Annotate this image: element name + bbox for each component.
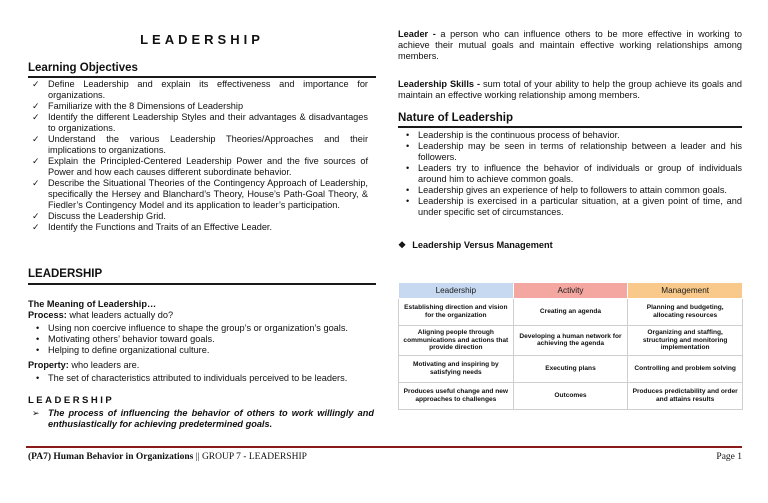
footer-group: || GROUP 7 - LEADERSHIP	[193, 452, 307, 462]
nature-item-text: Leadership is the continuous process of behavior.	[418, 130, 620, 140]
objective-item	[28, 156, 368, 178]
process-item	[28, 323, 368, 334]
bullet-icon: •	[36, 334, 40, 344]
bullet-icon: •	[406, 196, 410, 206]
objective-item-text: Understand the various Leadership Theories/Approaches and their implications to organizations.	[48, 134, 368, 155]
property-line	[28, 360, 368, 371]
checkmark-icon: ✓	[32, 79, 40, 89]
objective-item	[28, 101, 368, 112]
objective-item-text: Describe the Situational Theories of the Contingency Approach of Leadership, specifically the Hersey and Blanchard’s Theory, House’s Path-Goal Theory, & Fiedler’s Contingency Model and its application to leader’s participation.	[48, 178, 368, 210]
page-footer	[28, 452, 742, 462]
cell-management: Produces predictability and order and attains results	[628, 382, 743, 409]
process-label: Process:	[28, 310, 67, 320]
nature-item-text: Leadership gives an experience of help to followers to attain common goals.	[418, 185, 727, 195]
cell-leadership: Establishing direction and vision for the organization	[399, 299, 514, 326]
skills-label: Leadership Skills -	[398, 79, 481, 89]
objective-item	[28, 178, 368, 211]
leader-definition	[398, 29, 742, 62]
cell-management: Controlling and problem solving	[628, 355, 743, 382]
versus-heading: Leadership Versus Management	[412, 240, 553, 250]
nature-rule	[398, 126, 742, 128]
property-list	[28, 373, 368, 384]
header-management: Management	[628, 283, 743, 299]
objective-item-text: Familiarize with the 8 Dimensions of Leadership	[48, 101, 244, 111]
property-item-text: The set of characteristics attributed to individuals perceived to be leaders.	[48, 373, 348, 383]
bullet-icon: •	[406, 130, 410, 140]
property-text: who leaders are.	[68, 360, 140, 370]
cell-management: Organizing and staffing, structuring and monitoring implementation	[628, 326, 743, 356]
process-list	[28, 323, 368, 356]
leadership-def-text: The process of influencing the behavior of others to work willingly and enthusiastically for achieving predetermined goals.	[48, 408, 374, 429]
table-row	[399, 355, 743, 382]
skills-text: sum total of your ability to help the group achieve its goals and maintain an effective working relationship among members.	[398, 79, 742, 100]
bullet-icon: •	[406, 141, 410, 151]
checkmark-icon: ✓	[32, 178, 40, 188]
versus-line	[398, 240, 553, 251]
header-activity: Activity	[513, 283, 628, 299]
cell-activity: Executing plans	[513, 355, 628, 382]
objective-item	[28, 134, 368, 156]
objective-item-text: Explain the Principled-Centered Leadership Power and the five sources of Power and how each causes different subordinate behavior.	[48, 156, 368, 177]
leadership-def-item	[28, 408, 374, 430]
header-leadership: Leadership	[399, 283, 514, 299]
nature-item	[398, 141, 742, 163]
table-row	[399, 382, 743, 409]
objective-item	[28, 211, 368, 222]
process-item-text: Motivating others’ behavior toward goals.	[48, 334, 215, 344]
process-item	[28, 345, 368, 356]
checkmark-icon: ✓	[32, 156, 40, 166]
footer-rule-top	[26, 446, 742, 448]
objective-item-text: Identify the different Leadership Styles and their advantages & disadvantages to organizations.	[48, 112, 368, 133]
cell-activity: Developing a human network for achieving the agenda	[513, 326, 628, 356]
nature-heading: Nature of Leadership	[398, 112, 514, 124]
footer-course: (PA7) Human Behavior in Organizations	[28, 452, 194, 462]
objective-item	[28, 112, 368, 134]
process-item	[28, 334, 368, 345]
cell-management: Planning and budgeting, allocating resources	[628, 299, 743, 326]
arrow-icon: ➢	[32, 408, 40, 418]
skills-definition	[398, 79, 742, 101]
page-number: Page 1	[716, 452, 742, 462]
leadership-heading: LEADERSHIP	[28, 268, 103, 280]
checkmark-icon: ✓	[32, 134, 40, 144]
objective-item	[28, 222, 368, 233]
nature-list	[398, 130, 742, 218]
objective-item-text: Define Leadership and explain its effectiveness and importance for organizations.	[48, 79, 368, 100]
checkmark-icon: ✓	[32, 211, 40, 221]
nature-item	[398, 196, 742, 218]
table-row	[399, 299, 743, 326]
checkmark-icon: ✓	[32, 222, 40, 232]
cell-leadership: Aligning people through communications and actions that provide direction	[399, 326, 514, 356]
nature-item	[398, 185, 742, 196]
property-label: Property:	[28, 360, 69, 370]
bullet-icon: •	[36, 373, 40, 383]
bullet-icon: •	[36, 323, 40, 333]
leadership-def-heading: LEADERSHIP	[28, 395, 115, 406]
leader-label: Leader -	[398, 29, 436, 39]
objective-item-text: Discuss the Leadership Grid.	[48, 211, 166, 221]
comparison-table	[398, 282, 743, 410]
nature-item-text: Leadership may be seen in terms of relationship between a leader and his followers.	[418, 141, 742, 162]
cell-leadership: Motivating and inspiring by satisfying needs	[399, 355, 514, 382]
objectives-list	[28, 79, 368, 233]
leadership-def-list	[28, 408, 374, 430]
objectives-rule	[28, 76, 376, 78]
table-header-row	[399, 283, 743, 299]
objectives-heading: Learning Objectives	[28, 62, 138, 74]
process-line	[28, 310, 368, 321]
bullet-icon: •	[406, 185, 410, 195]
leadership-rule	[28, 283, 376, 285]
cell-leadership: Produces useful change and new approaches to challenges	[399, 382, 514, 409]
objective-item	[28, 79, 368, 101]
cell-activity: Creating an agenda	[513, 299, 628, 326]
page-title: LEADERSHIP	[140, 32, 264, 47]
nature-item-text: Leaders try to influence the behavior of individuals or group of individuals around him to achieve common goals.	[418, 163, 742, 184]
property-item	[28, 373, 368, 384]
meaning-heading: The Meaning of Leadership…	[28, 299, 157, 309]
table-row	[399, 326, 743, 356]
process-text: what leaders actually do?	[66, 310, 174, 320]
nature-item	[398, 163, 742, 185]
cell-activity: Outcomes	[513, 382, 628, 409]
process-item-text: Helping to define organizational culture.	[48, 345, 210, 355]
bullet-icon: •	[406, 163, 410, 173]
nature-item-text: Leadership is exercised in a particular situation, at a given point of time, and under specific set of circumstances.	[418, 196, 742, 217]
checkmark-icon: ✓	[32, 112, 40, 122]
objective-item-text: Identify the Functions and Traits of an Effective Leader.	[48, 222, 273, 232]
nature-item	[398, 130, 742, 141]
diamond-icon: ❖	[398, 240, 407, 250]
process-item-text: Using non coercive influence to shape the group’s or organization’s goals.	[48, 323, 348, 333]
leader-text: a person who can influence others to be more effective in working to achieve their mutual goals and maintain effective working relationships among members.	[398, 29, 742, 61]
checkmark-icon: ✓	[32, 101, 40, 111]
bullet-icon: •	[36, 345, 40, 355]
